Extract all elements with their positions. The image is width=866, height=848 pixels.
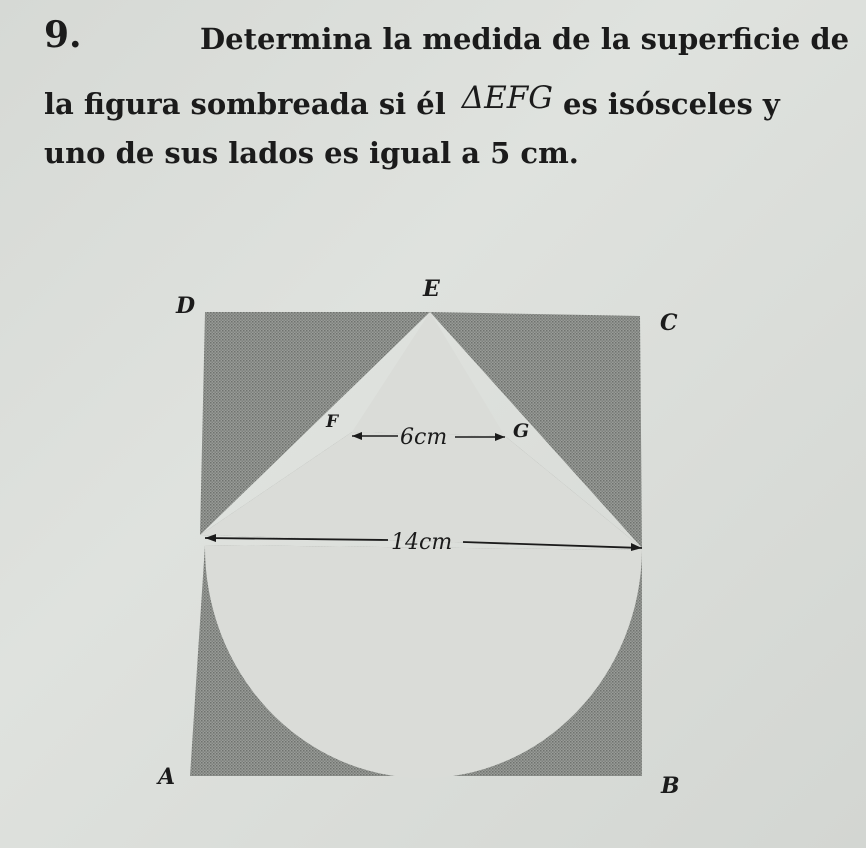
problem-number: 9. (44, 14, 82, 56)
problem-text-line-2-before: la figura sombreada si él (44, 87, 446, 121)
label-b: B (661, 773, 680, 799)
problem-text-line-1: Determina la medida de la superficie de (200, 22, 850, 56)
dimension-label-width: 14cm (391, 530, 453, 555)
dimension-label-fg: 6cm (400, 425, 448, 450)
label-c: C (660, 310, 678, 336)
label-g: G (513, 420, 530, 442)
label-a: A (158, 764, 176, 790)
label-d: D (176, 293, 196, 319)
problem-text-line-2-after: es isósceles y (563, 87, 780, 121)
label-e: E (423, 276, 440, 302)
label-f: F (326, 412, 339, 432)
triangle-efg-symbol: ΔEFG (461, 80, 554, 116)
problem-text-line-3: uno de sus lados es igual a 5 cm. (44, 136, 579, 170)
